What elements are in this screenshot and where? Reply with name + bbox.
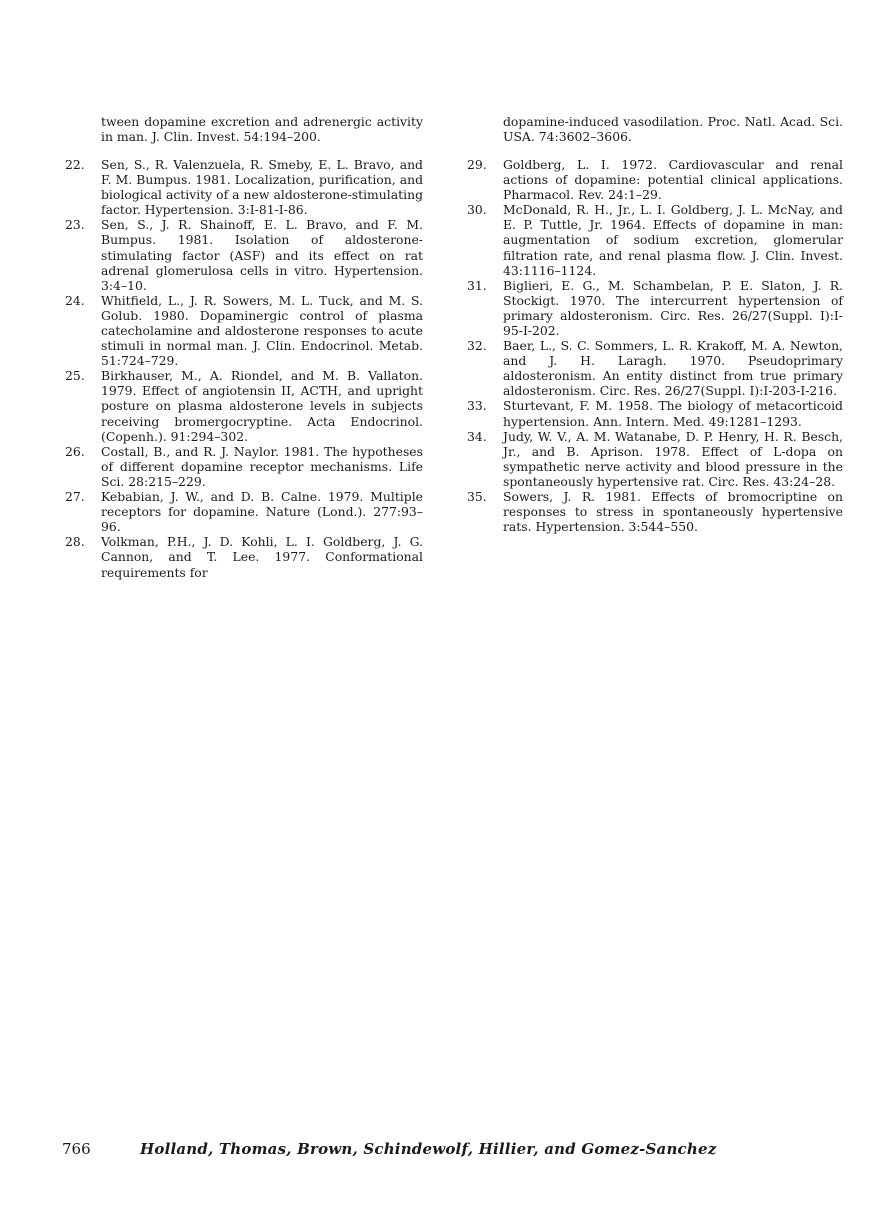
reference-item <box>65 534 423 579</box>
reference-text: Volkman, P.H., J. D. Kohli, L. I. Goldberg, J. G. Cannon, and T. Lee. 1977. Conformational requirements for <box>101 534 423 580</box>
reference-number: 23. <box>65 217 85 233</box>
reference-text: Whitfield, L., J. R. Sowers, M. L. Tuck, and M. S. Golub. 1980. Dopaminergic control of plasma catecholamine and aldosterone responses to acute stimuli in normal man. J. Clin. Endocrinol. Metab. 51:724–729. <box>101 292 423 369</box>
reference-item <box>467 489 843 534</box>
reference-text: Goldberg, L. I. 1972. Cardiovascular and renal actions of dopamine: potential clinical applications. Pharmacol. Rev. 24:1–29. <box>503 156 843 203</box>
reference-item <box>467 398 843 428</box>
reference-item <box>467 157 843 202</box>
reference-number: 29. <box>467 156 487 172</box>
reference-text: Sturtevant, F. M. 1958. The biology of metacorticoid hypertension. Ann. Intern. Med. 49:1281–1293. <box>503 398 843 429</box>
reference-text: Sowers, J. R. 1981. Effects of bromocriptine on responses to stress in spontaneously hypertensive rats. Hypertension. 3:544–550. <box>503 489 843 535</box>
reference-number: 34. <box>467 428 487 444</box>
reference-item <box>65 293 423 368</box>
reference-continuation: dopamine-induced vasodilation. Proc. Natl. Acad. Sci. USA. 74:3602–3606. <box>503 114 843 145</box>
page-number: 766 <box>62 1140 91 1158</box>
reference-number: 31. <box>467 277 487 293</box>
reference-text: Kebabian, J. W., and D. B. Calne. 1979. Multiple receptors for dopamine. Nature (Lond.). 277:93–96. <box>101 489 423 535</box>
reference-number: 28. <box>65 534 85 550</box>
reference-number: 27. <box>65 489 85 505</box>
right-reference-column <box>467 102 843 534</box>
reference-number: 22. <box>65 156 85 172</box>
reference-text: Biglieri, E. G., M. Schambelan, P. E. Slaton, J. R. Stockigt. 1970. The intercurrent hypertension of primary aldosteronism. Circ. Res. 26/27(Suppl. I):I-95-I-202. <box>503 277 843 338</box>
reference-number: 24. <box>65 292 85 308</box>
reference-item <box>65 444 423 489</box>
reference-number: 35. <box>467 489 487 505</box>
reference-item <box>65 157 423 217</box>
reference-number: 33. <box>467 398 487 414</box>
reference-number: 25. <box>65 368 85 384</box>
reference-text: McDonald, R. H., Jr., L. I. Goldberg, J. L. McNay, and E. P. Tuttle, Jr. 1964. Effects of dopamine in man: augmentation of sodium excretion, glomerular filtration rate, and renal plasma flow. J. Clin. Invest. 43:1116–1124. <box>503 202 843 278</box>
reference-continuation: tween dopamine excretion and adrenergic activity in man. J. Clin. Invest. 54:194–200. <box>101 114 423 145</box>
reference-item <box>467 202 843 277</box>
reference-item <box>65 368 423 443</box>
reference-number: 26. <box>65 443 85 459</box>
running-authors: Holland, Thomas, Brown, Schindewolf, Hillier, and Gomez-Sanchez <box>140 1140 717 1158</box>
reference-item <box>467 338 843 398</box>
reference-text: Baer, L., S. C. Sommers, L. R. Krakoff, M. A. Newton, and J. H. Laragh. 1970. Pseudoprimary aldosteronism. An entity distinct from true primary aldosteronism. Circ. Res. 26/27(Suppl. I):I-203-I-216. <box>503 338 843 399</box>
reference-text: Judy, W. V., A. M. Watanabe, D. P. Henry, H. R. Besch, Jr., and B. Aprison. 1978. Effect of L-dopa on sympathetic nerve activity and blood pressure in the spontaneously hypertensive rat. Circ. Res. 43:24–28. <box>503 428 843 489</box>
reference-text: Sen, S., J. R. Shainoff, E. L. Bravo, and F. M. Bumpus. 1981. Isolation of aldosterone-stimulating factor (ASF) and its effect on rat adrenal glomerulosa cells in vitro. Hypertension. 3:4–10. <box>101 217 423 293</box>
page-footer <box>62 1140 716 1158</box>
reference-item <box>467 429 843 489</box>
reference-text: Birkhauser, M., A. Riondel, and M. B. Vallaton. 1979. Effect of angiotensin II, ACTH, and upright posture on plasma aldosterone levels in subjects receiving bromergocryptine. Acta Endocrinol. (Copenh.). 91:294–302. <box>101 368 423 444</box>
reference-text: Costall, B., and R. J. Naylor. 1981. The hypotheses of different dopamine receptor mechanisms. Life Sci. 28:215–229. <box>101 443 423 489</box>
reference-item <box>65 489 423 534</box>
reference-item <box>65 217 423 292</box>
reference-number: 30. <box>467 202 487 218</box>
reference-item <box>467 278 843 338</box>
reference-text: Sen, S., R. Valenzuela, R. Smeby, E. L. Bravo, and F. M. Bumpus. 1981. Localization, purification, and biological activity of a new aldosterone-stimulating factor. Hypertension. 3:I-81-I-86. <box>101 156 423 218</box>
left-reference-column <box>65 102 423 580</box>
reference-number: 32. <box>467 338 487 354</box>
